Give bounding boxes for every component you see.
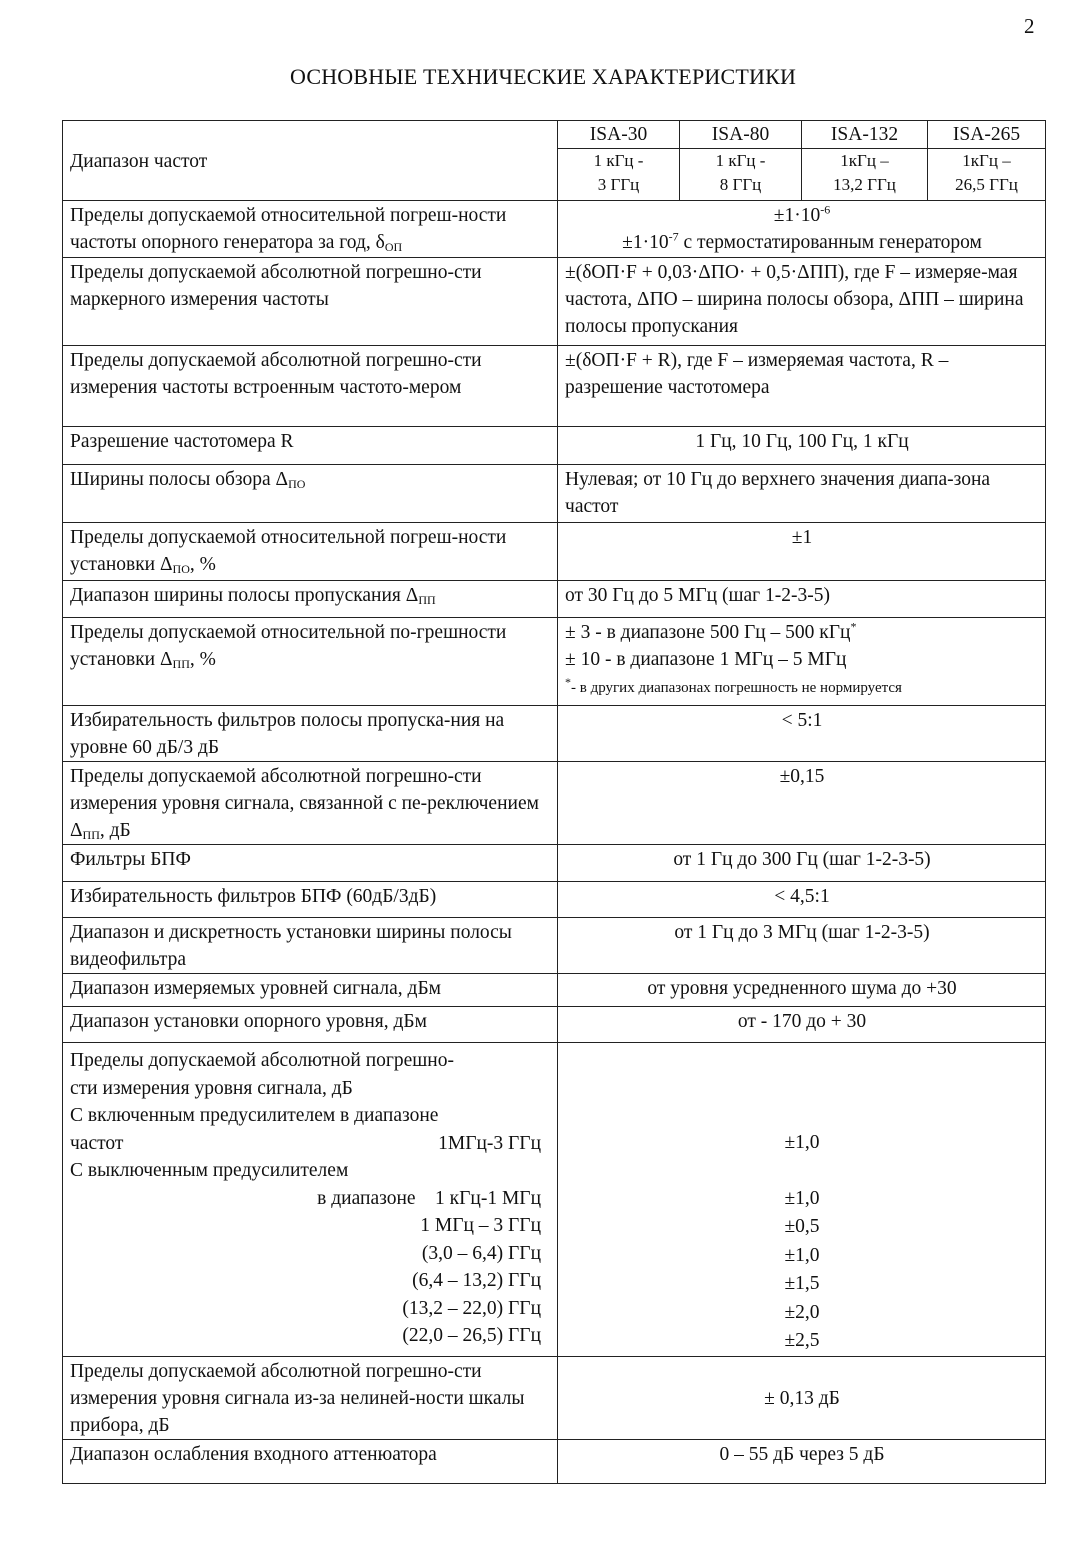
header-row-models [63, 121, 1046, 149]
spec-row [63, 1007, 1046, 1043]
spec-row [63, 918, 1046, 974]
header-label-cell [63, 121, 558, 201]
spec-row [63, 974, 1046, 1007]
preamp-on-line: частот 1МГц-3 ГГц [70, 1132, 542, 1154]
value-cell: ±(δОП·F + 0,03·ΔПО· + 0,5·ΔПП), где F – измеряе-мая частота, ΔПО – ширина полосы обзора, ΔПП – ширина полосы пропускания [558, 258, 1046, 346]
param-cell: Избирательность фильтров БПФ (60дБ/3дБ) [63, 882, 558, 918]
param-cell: Пределы допускаемой относительной погреш-ности установки $\Delta_{ПО}$, % [63, 523, 558, 581]
value-cell: от 1 Гц до 3 МГц (шаг 1-2-3-5) [558, 918, 1046, 974]
spec-row [63, 523, 1046, 581]
param-cell: Диапазон ширины полосы пропускания $\Delta_{ПП}$ [63, 581, 558, 618]
value-cell: 0 – 55 дБ через 5 дБ [558, 1439, 1046, 1483]
page-title [0, 64, 1086, 90]
spec-row [63, 1356, 1046, 1439]
value-cell: от - 170 до + 30 [558, 1007, 1046, 1043]
value-cell: $\pm 1\cdot 10^{-6}$ $\pm 1\cdot 10^{-7}$ с термостатированным генератором [558, 201, 1046, 258]
value-cell: < 4,5:1 [558, 882, 1046, 918]
value-cell: от 1 Гц до 300 Гц (шаг 1-2-3-5) [558, 845, 1046, 882]
header-label: Диапазон частот [70, 151, 208, 172]
param-cell: Диапазон и дискретность установки ширины полосы видеофильтра [63, 918, 558, 974]
model-name: ISA-80 [680, 121, 802, 149]
param-cell: Пределы допускаемой абсолютной погрешно-сти маркерного измерения частоты [63, 258, 558, 346]
param-cell: Пределы допускаемой абсолютной погрешно-сти измерения уровня сигнала, связанной с пе-реключением $\Delta_{ПП}$, дБ [63, 762, 558, 845]
model-name: ISA-132 [801, 121, 927, 149]
param-cell: Диапазон ослабления входного аттенюатора [63, 1439, 558, 1483]
param-cell: Пределы допускаемой абсолютной погрешно-сти измерения частоты встроенным частото-мером [63, 346, 558, 427]
value-cell: от уровня усредненного шума до +30 [558, 974, 1046, 1007]
value-cell: от 30 Гц до 5 МГц (шаг 1-2-3-5) [558, 581, 1046, 618]
value-cell: ±1,0 ±1,0 ±0,5 ±1,0 ±1,5 ±2,0 ±2,5 [558, 1043, 1046, 1357]
model-range: 1кГц – 13,2 ГГц [801, 149, 927, 201]
value-cell: Нулевая; от 10 Гц до верхнего значения диапа-зона частот [558, 465, 1046, 523]
value-cell: 1 Гц, 10 Гц, 100 Гц, 1 кГц [558, 427, 1046, 465]
spec-row [63, 427, 1046, 465]
spec-row [63, 465, 1046, 523]
spec-row [63, 258, 1046, 346]
spec-table [62, 120, 1046, 1484]
model-range: 1кГц – 26,5 ГГц [928, 149, 1046, 201]
value-cell: ±1 [558, 523, 1046, 581]
spec-row [63, 581, 1046, 618]
model-range: 1 кГц - 3 ГГц [558, 149, 680, 201]
spec-row [63, 845, 1046, 882]
model-name: ISA-265 [928, 121, 1046, 149]
param-cell: Диапазон установки опорного уровня, дБм [63, 1007, 558, 1043]
page-number: 2 [1024, 14, 1035, 38]
value-cell: ± 3 - в диапазоне 500 Гц – 500 кГц* ± 10 - в диапазоне 1 МГц – 5 МГц *- в других диапазонах погрешность не нормируется [558, 618, 1046, 706]
param-cell: Пределы допускаемой относительной по-грешности установки $\Delta_{ПП}$, % [63, 618, 558, 706]
footnote: - в других диапазонах погрешность не нормируется [571, 680, 902, 696]
param-cell: Фильтры БПФ [63, 845, 558, 882]
model-name: ISA-30 [558, 121, 680, 149]
param-cell: Пределы допускаемой абсолютной погрешно-сти измерения уровня сигнала из-за нелиней-ности шкалы прибора, дБ [63, 1356, 558, 1439]
param-cell: Пределы допускаемой абсолютной погрешно- сти измерения уровня сигнала, дБ С включенным предусилителем в диапазоне частот 1МГц-3 ГГц С выключенным предусилителем в диапазоне 1 кГц-1 МГц 1 МГц – 3 ГГц (3,0 – 6,4) ГГц (6,4 – 13,2) ГГц (13,2 – 22,0) ГГц (22,0 – 26,5) ГГц [63, 1043, 558, 1357]
param-cell: Ширины полосы обзора $\Delta_{ПО}$ [63, 465, 558, 523]
spec-row [63, 346, 1046, 427]
spec-row [63, 201, 1046, 258]
param-cell: Пределы допускаемой относительной погреш-ности частоты опорного генератора за год, $\delta_{ОП}$ [63, 201, 558, 258]
title-text: ОСНОВНЫЕ ТЕХНИЧЕСКИЕ ХАРАКТЕРИСТИКИ [289, 64, 797, 89]
value-cell: ±(δОП·F + R), где F – измеряемая частота, R – разрешение частотомера [558, 346, 1046, 427]
value-cell: ±0,15 [558, 762, 1046, 845]
spec-row [63, 882, 1046, 918]
spec-row [63, 1439, 1046, 1483]
model-range: 1 кГц - 8 ГГц [680, 149, 802, 201]
spec-row [63, 762, 1046, 845]
param-cell: Избирательность фильтров полосы пропуска-ния на уровне 60 дБ/3 дБ [63, 706, 558, 762]
param-cell: Разрешение частотомера R [63, 427, 558, 465]
spec-row [63, 1043, 1046, 1357]
spec-row [63, 706, 1046, 762]
value-cell: ± 0,13 дБ [558, 1356, 1046, 1439]
spec-row [63, 618, 1046, 706]
param-cell: Диапазон измеряемых уровней сигнала, дБм [63, 974, 558, 1007]
value-cell: < 5:1 [558, 706, 1046, 762]
